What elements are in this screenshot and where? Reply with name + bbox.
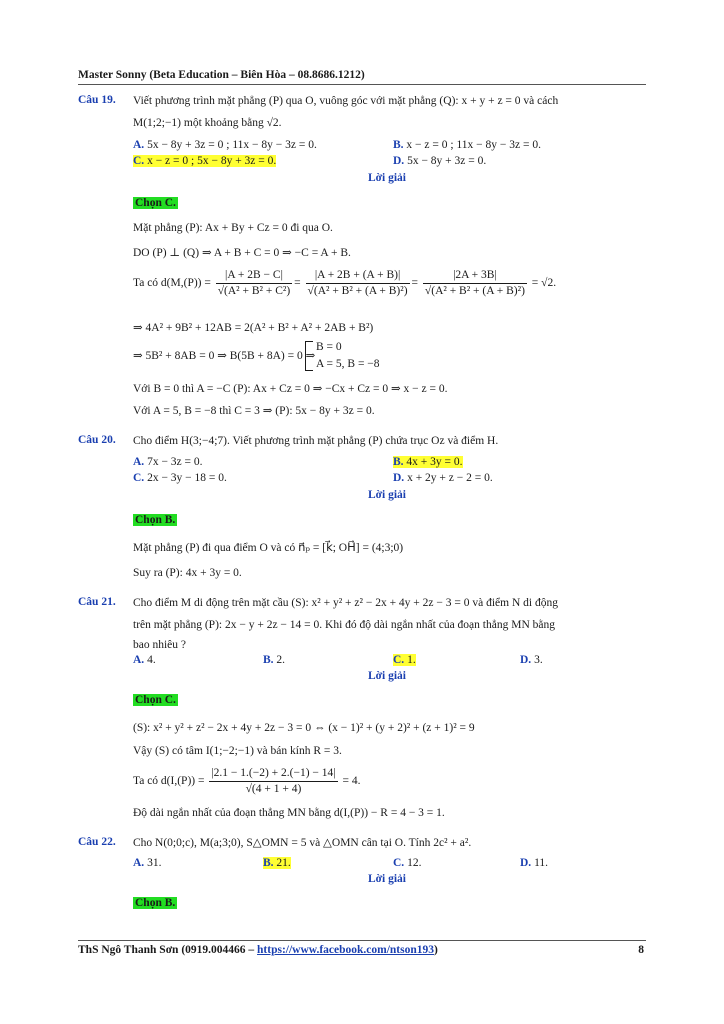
question-19-label: Câu 19.	[78, 94, 116, 106]
q19-solution-line-1: Mặt phẳng (P): Ax + By + Cz = 0 đi qua O.	[133, 222, 333, 234]
footer-divider	[78, 940, 646, 941]
q21-option-b: B. 2.	[263, 654, 286, 666]
q20-option-c: C. 2x − 3y − 18 = 0.	[133, 472, 227, 484]
q22-option-c: C. 12.	[393, 857, 422, 869]
q19-solution-line-5: ⇒ 5B² + 8AB = 0 ⇒ B(5B + 8A) = 0 ⇒	[133, 350, 316, 362]
q21-distance-equation: Ta có d(I,(P)) = $\frac{|2.1 - 1.(-2) + 2.(-1) - 14|}{√(4 + 1 + 4)}$ = 4.	[133, 767, 361, 795]
q19-solution-line-6: Với B = 0 thì A = −C (P): Ax + Cz = 0 ⇒ −Cx + Cz = 0 ⇒ x − z = 0.	[133, 383, 448, 395]
q21-solution-line-4: Độ dài ngắn nhất của đoạn thẳng MN bằng d(I,(P)) − R = 4 − 3 = 1.	[133, 807, 445, 819]
question-20-text: Cho điểm H(3;−4;7). Viết phương trình mặt phẳng (P) chứa trục Oz và điểm H.	[133, 435, 499, 447]
q21-solution-line-1: (S): x² + y² + z² − 2x + 4y + 2z − 3 = 0 ⇔ (x − 1)² + (y + 2)² + (z + 1)² = 9	[133, 722, 475, 734]
q19-option-b: B. x − z = 0 ; 11x − 8y − 3z = 0.	[393, 139, 541, 151]
q19-solution-heading: Lời giải	[368, 172, 406, 184]
question-19-text-2: M(1;2;−1) một khoảng bằng √2.	[133, 117, 282, 129]
question-21-text-2: trên mặt phẳng (P): 2x − y + 2z − 14 = 0. Khi đó độ dài ngắn nhất của đoạn thẳng MN bằng	[133, 619, 555, 631]
header-divider	[78, 84, 646, 85]
q19-option-a: A. 5x − 8y + 3z = 0 ; 11x − 8y − 3z = 0.	[133, 139, 317, 151]
q22-answer-badge: Chọn B.	[135, 897, 176, 909]
q19-answer-badge: Chọn C.	[135, 197, 176, 209]
q21-answer-badge: Chọn C.	[135, 694, 176, 706]
question-20-label: Câu 20.	[78, 434, 116, 446]
q22-option-b-correct: B. 21.	[263, 857, 291, 869]
q20-answer-badge: Chọn B.	[135, 514, 176, 526]
q21-option-a: A. 4.	[133, 654, 156, 666]
q19-solution-line-7: Với A = 5, B = −8 thì C = 3 ⇒ (P): 5x − 8y + 3z = 0.	[133, 405, 375, 417]
q20-option-a: A. 7x − 3z = 0.	[133, 456, 203, 468]
q21-option-c-correct: C. 1.	[393, 654, 416, 666]
q20-option-d: D. x + 2y + z − 2 = 0.	[393, 472, 493, 484]
q20-solution-line-1: Mặt phẳng (P) đi qua điểm O và có n⃗ₚ = [k⃗; OH⃗] = (4;3;0)	[133, 542, 404, 554]
q19-solution-line-4: ⇒ 4A² + 9B² + 12AB = 2(A² + B² + A² + 2AB + B²)	[133, 322, 374, 334]
question-21-text-1: Cho điểm M di động trên mặt cầu (S): x² + y² + z² − 2x + 4y + 2z − 3 = 0 và điểm N di động	[133, 597, 558, 609]
footer-author: ThS Ngô Thanh Sơn (0919.004466 –	[78, 944, 258, 956]
q21-option-d: D. 3.	[520, 654, 543, 666]
footer-facebook-link[interactable]: https://www.facebook.com/ntson193	[257, 944, 435, 956]
page-number: 8	[638, 944, 644, 956]
q19-option-c-correct: C. x − z = 0 ; 5x − 8y + 3z = 0.	[133, 155, 277, 167]
q21-solution-line-2: Vậy (S) có tâm I(1;−2;−1) và bán kính R = 3.	[133, 745, 342, 757]
q20-solution-heading: Lời giải	[368, 489, 406, 501]
q19-solution-line-2: DO (P) ⊥ (Q) ⇒ A + B + C = 0 ⇒ −C = A + B.	[133, 247, 351, 259]
question-21-text-3: bao nhiêu ?	[133, 639, 187, 651]
question-19-text-1: Viết phương trình mặt phẳng (P) qua O, vuông góc với mặt phẳng (Q): x + y + z = 0 và cách	[133, 95, 559, 107]
q22-solution-heading: Lời giải	[368, 873, 406, 885]
q21-solution-heading: Lời giải	[368, 670, 406, 682]
q20-solution-line-2: Suy ra (P): 4x + 3y = 0.	[133, 567, 242, 579]
q22-option-a: A. 31.	[133, 857, 162, 869]
q22-option-d: D. 11.	[520, 857, 549, 869]
q19-system-case-1: B = 0	[316, 341, 342, 353]
q19-distance-equation: Ta có d(M,(P)) = $\frac{|A + 2B - C|}{\text{√(A² + B² + C²)}}$ = $\frac{|A + 2B + (A + B)|}{\text{√(A² + B² + (A + B)²)}}$ = $\frac{|2A + 3B|}{\text{√(A² + B² + (A + B)²)}}$ = √2.	[133, 269, 557, 297]
q19-option-d: D. 5x − 8y + 3z = 0.	[393, 155, 487, 167]
q19-system-case-2: A = 5, B = −8	[316, 358, 380, 370]
footer-close: )	[434, 944, 438, 956]
question-21-label: Câu 21.	[78, 596, 116, 608]
question-22-label: Câu 22.	[78, 836, 116, 848]
q20-option-b-correct: B. 4x + 3y = 0.	[393, 456, 463, 468]
q19-system-brace	[305, 341, 313, 371]
question-22-text: Cho N(0;0;c), M(a;3;0), S△OMN = 5 và △OMN cân tại O. Tính 2c² + a².	[133, 837, 472, 849]
page-footer	[78, 944, 438, 956]
page-header: Master Sonny (Beta Education – Biên Hòa – 08.8686.1212)	[78, 69, 365, 81]
